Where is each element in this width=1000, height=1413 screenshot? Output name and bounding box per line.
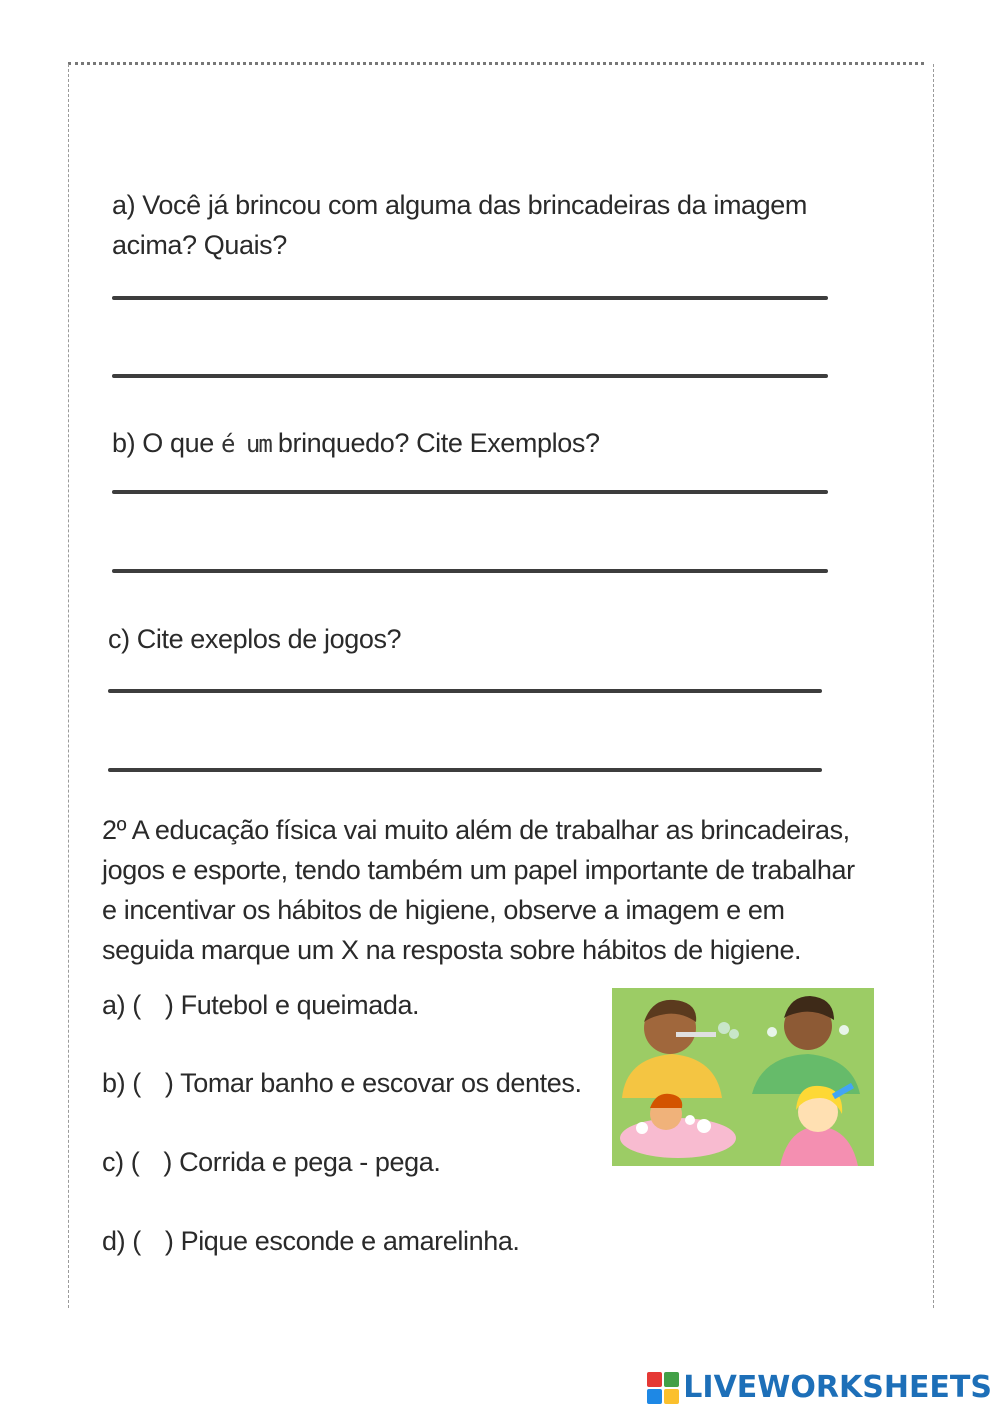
option-c-label: ) Corrida e pega - pega.	[163, 1147, 441, 1177]
bubble	[697, 1119, 711, 1133]
option-c-prefix: c) (	[102, 1147, 140, 1177]
bubble	[636, 1122, 648, 1134]
option-b-label: ) Tomar banho e escovar os dentes.	[164, 1068, 582, 1098]
hygiene-illustration	[612, 988, 874, 1166]
brand-logo	[647, 1370, 992, 1405]
question-2-line: e incentivar os hábitos de higiene, observe a imagem e em	[102, 895, 785, 925]
option-a-prefix: a) (	[102, 990, 141, 1020]
answer-line-a1[interactable]	[112, 296, 828, 300]
question-2-line: jogos e esporte, tendo também um papel importante de trabalhar	[102, 855, 855, 885]
brand-logo-icon	[647, 1372, 679, 1404]
option-b-prefix: b) (	[102, 1068, 141, 1098]
answer-line-a2[interactable]	[112, 374, 828, 378]
question-2-line: 2º A educação física vai muito além de trabalhar as brincadeiras,	[102, 815, 850, 845]
bubble	[685, 1115, 695, 1125]
question-2-line: seguida marque um X na resposta sobre hábitos de higiene.	[102, 935, 802, 965]
option-b[interactable]	[102, 1066, 582, 1100]
option-d[interactable]	[102, 1224, 520, 1258]
brand-square	[647, 1372, 662, 1387]
brand-name: LIVEWORKSHEETS	[683, 1370, 992, 1405]
question-a-line1: a) Você já brincou com alguma das brincadeiras da imagem	[112, 190, 807, 220]
question-c: c) Cite exeplos de jogos?	[108, 624, 402, 654]
foam	[767, 1027, 777, 1037]
option-d-label: ) Pique esconde e amarelinha.	[164, 1226, 520, 1256]
answer-line-c2[interactable]	[108, 768, 822, 772]
foam	[718, 1022, 730, 1034]
answer-line-c1[interactable]	[108, 689, 822, 693]
option-c[interactable]	[102, 1145, 440, 1179]
foam	[839, 1025, 849, 1035]
question-b	[112, 424, 600, 463]
question-b-handwritten: é um	[220, 430, 271, 458]
foam	[729, 1029, 739, 1039]
question-2-text	[102, 810, 855, 970]
option-d-prefix: d) (	[102, 1226, 141, 1256]
toothbrush	[676, 1032, 716, 1037]
answer-line-b2[interactable]	[112, 569, 828, 573]
brand-square	[664, 1372, 679, 1387]
brand-square	[647, 1389, 662, 1404]
question-b-start: b) O que	[112, 428, 221, 458]
brand-square	[664, 1389, 679, 1404]
option-a-label: ) Futebol e queimada.	[164, 990, 420, 1020]
question-a-line2: acima? Quais?	[112, 230, 287, 260]
answer-line-b1[interactable]	[112, 490, 828, 494]
question-b-end: brinquedo? Cite Exemplos?	[270, 428, 600, 458]
option-a[interactable]	[102, 988, 419, 1022]
